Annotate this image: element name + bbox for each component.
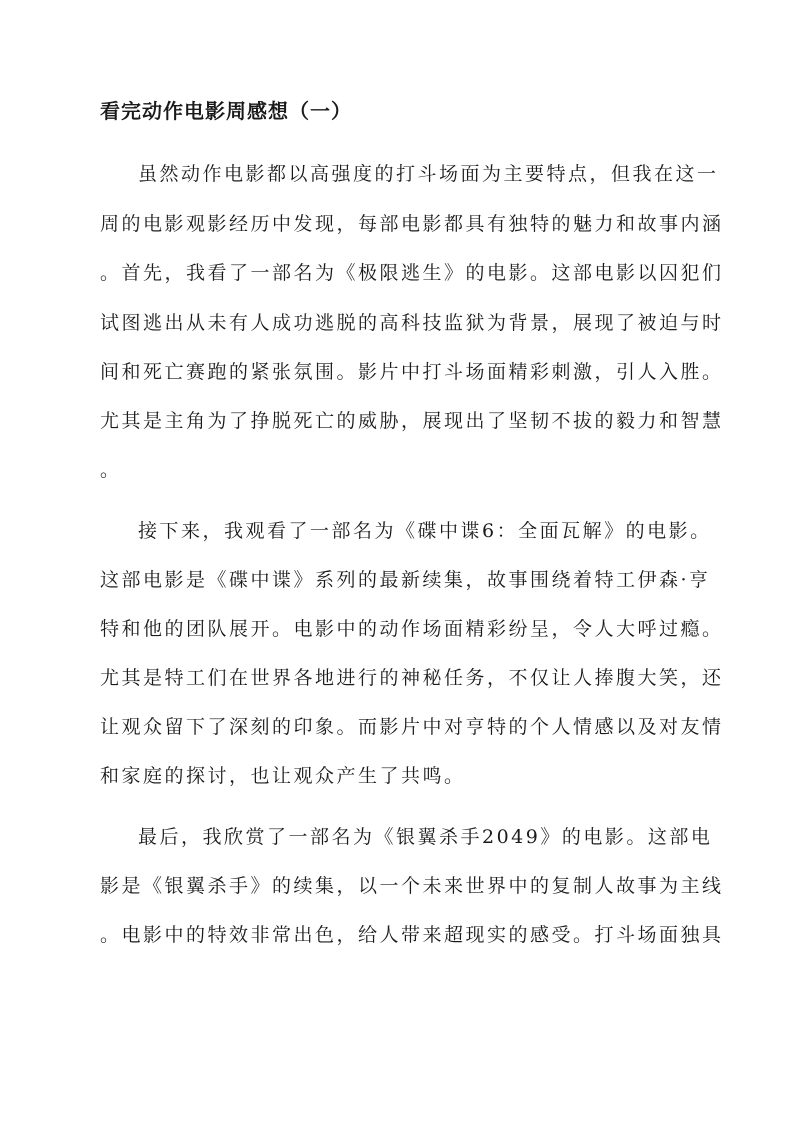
paragraph-2-line-5: 让观众留下了深刻的印象。而影片中对亨特的个人情感以及对友情 xyxy=(100,716,724,738)
paragraph-1-line-7: 。 xyxy=(100,459,122,481)
paragraph-2-line-3: 特和他的团队展开。电影中的动作场面精彩纷呈，令人大呼过瘾。 xyxy=(100,618,724,640)
paragraph-1-line-5: 间和死亡赛跑的紧张氛围。影片中打斗场面精彩刺激，引人入胜。 xyxy=(100,361,724,383)
paragraph-2-line-4: 尤其是特工们在世界各地进行的神秘任务，不仅让人捧腹大笑，还 xyxy=(100,667,724,689)
paragraph-1-line-6: 尤其是主角为了挣脱死亡的威胁，展现出了坚韧不拔的毅力和智慧 xyxy=(100,410,724,432)
paragraph-3-line-1: 最后，我欣赏了一部名为《银翼杀手2049》的电影。这部电 xyxy=(138,826,713,848)
paragraph-3-line-3: 。电影中的特效非常出色，给人带来超现实的感受。打斗场面独具 xyxy=(100,924,724,946)
paragraph-2-line-2: 这部电影是《碟中谍》系列的最新续集，故事围绕着特工伊森·亨 xyxy=(100,569,711,591)
paragraph-2-line-1: 接下来，我观看了一部名为《碟中谍6：全面瓦解》的电影。 xyxy=(138,520,712,542)
paragraph-3-line-2: 影是《银翼杀手》的续集，以一个未来世界中的复制人故事为主线 xyxy=(100,875,724,897)
paragraph-1-line-3: 。首先，我看了一部名为《极限逃生》的电影。这部电影以囚犯们 xyxy=(100,262,724,284)
paragraph-2-line-6: 和家庭的探讨，也让观众产生了共鸣。 xyxy=(100,765,466,787)
paragraph-1-line-2: 周的电影观影经历中发现，每部电影都具有独特的魅力和故事内涵 xyxy=(100,213,724,235)
paragraph-1-line-4: 试图逃出从未有人成功逃脱的高科技监狱为背景，展现了被迫与时 xyxy=(100,312,724,334)
document-title: 看完动作电影周感想（一） xyxy=(100,99,352,123)
paragraph-1-line-1: 虽然动作电影都以高强度的打斗场面为主要特点，但我在这一 xyxy=(138,163,719,185)
